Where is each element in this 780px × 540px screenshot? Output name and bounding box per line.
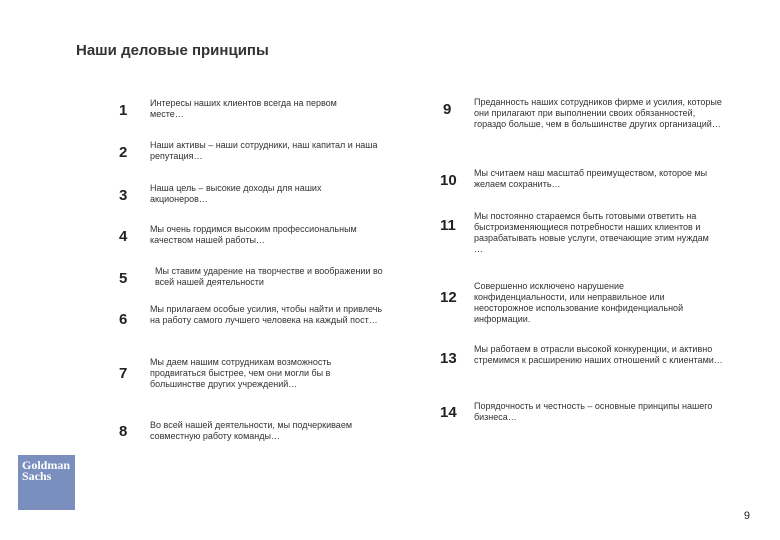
principle-text-1: Интересы наших клиентов всегда на первом месте… [150,98,337,119]
goldman-sachs-logo [18,455,75,510]
principle-text-3: Наша цель – высокие доходы для наших акционеров… [150,183,322,204]
page-title: Наши деловые принципы [76,42,269,59]
page-number: 9 [743,510,750,522]
principle-number-12: 12 [440,289,457,306]
principle-text-12: Совершенно исключено нарушение конфиденциальности, или неправильное или неосторожное использование конфиденциальной информации. [474,281,684,324]
logo-line-1: Goldman [22,458,71,472]
principle-text-9: Преданность наших сотрудников фирме и усилия, которые они прилагают при выполнении своих обязанностей, гораздо больше, чем в большинстве других организаций… [474,97,722,129]
principle-number-1: 1 [119,102,128,119]
logo-line-2: Sachs [22,469,52,483]
principle-number-8: 8 [119,423,128,440]
principle-text-14: Порядочность и честность – основные принципы нашего бизнеса… [474,401,713,422]
principle-number-14: 14 [440,404,457,421]
principle-text-13: Мы работаем в отрасли высокой конкуренции, и активно стремимся к расширению наших отношений с клиентами… [474,344,723,365]
principle-number-6: 6 [119,311,128,328]
principle-number-10: 10 [440,172,457,189]
principle-text-6: Мы прилагаем особые усилия, чтобы найти и привлечь на работу самого лучшего человека на каждый пост… [150,304,383,325]
principle-text-4: Мы очень гордимся высоким профессиональным качеством нашей работы… [150,224,357,245]
principle-number-7: 7 [119,365,128,382]
principle-text-11: Мы постоянно стараемся быть готовыми ответить на быстроизменяющиеся потребности наших клиентов и разрабатывать новые услуги, отвечающие этим нуждам … [474,211,709,254]
principle-text-8: Во всей нашей деятельности, мы подчеркиваем совместную работу команды… [150,420,353,441]
principle-text-10: Мы считаем наш масштаб преимуществом, которое мы желаем сохранить… [474,168,708,189]
principle-number-2: 2 [119,144,128,161]
principle-number-11: 11 [440,217,456,234]
principle-text-5: Мы ставим ударение на творчестве и воображении во всей нашей деятельности [155,266,383,287]
principle-number-4: 4 [119,228,128,245]
principle-number-3: 3 [119,187,128,204]
principle-number-5: 5 [119,270,128,287]
principle-number-13: 13 [440,350,457,367]
principle-number-9: 9 [443,101,452,118]
principle-text-2: Наши активы – наши сотрудники, наш капитал и наша репутация… [150,140,378,161]
principle-text-7: Мы даем нашим сотрудникам возможность продвигаться быстрее, чем они могли бы в большинстве других учреждений… [150,357,332,389]
